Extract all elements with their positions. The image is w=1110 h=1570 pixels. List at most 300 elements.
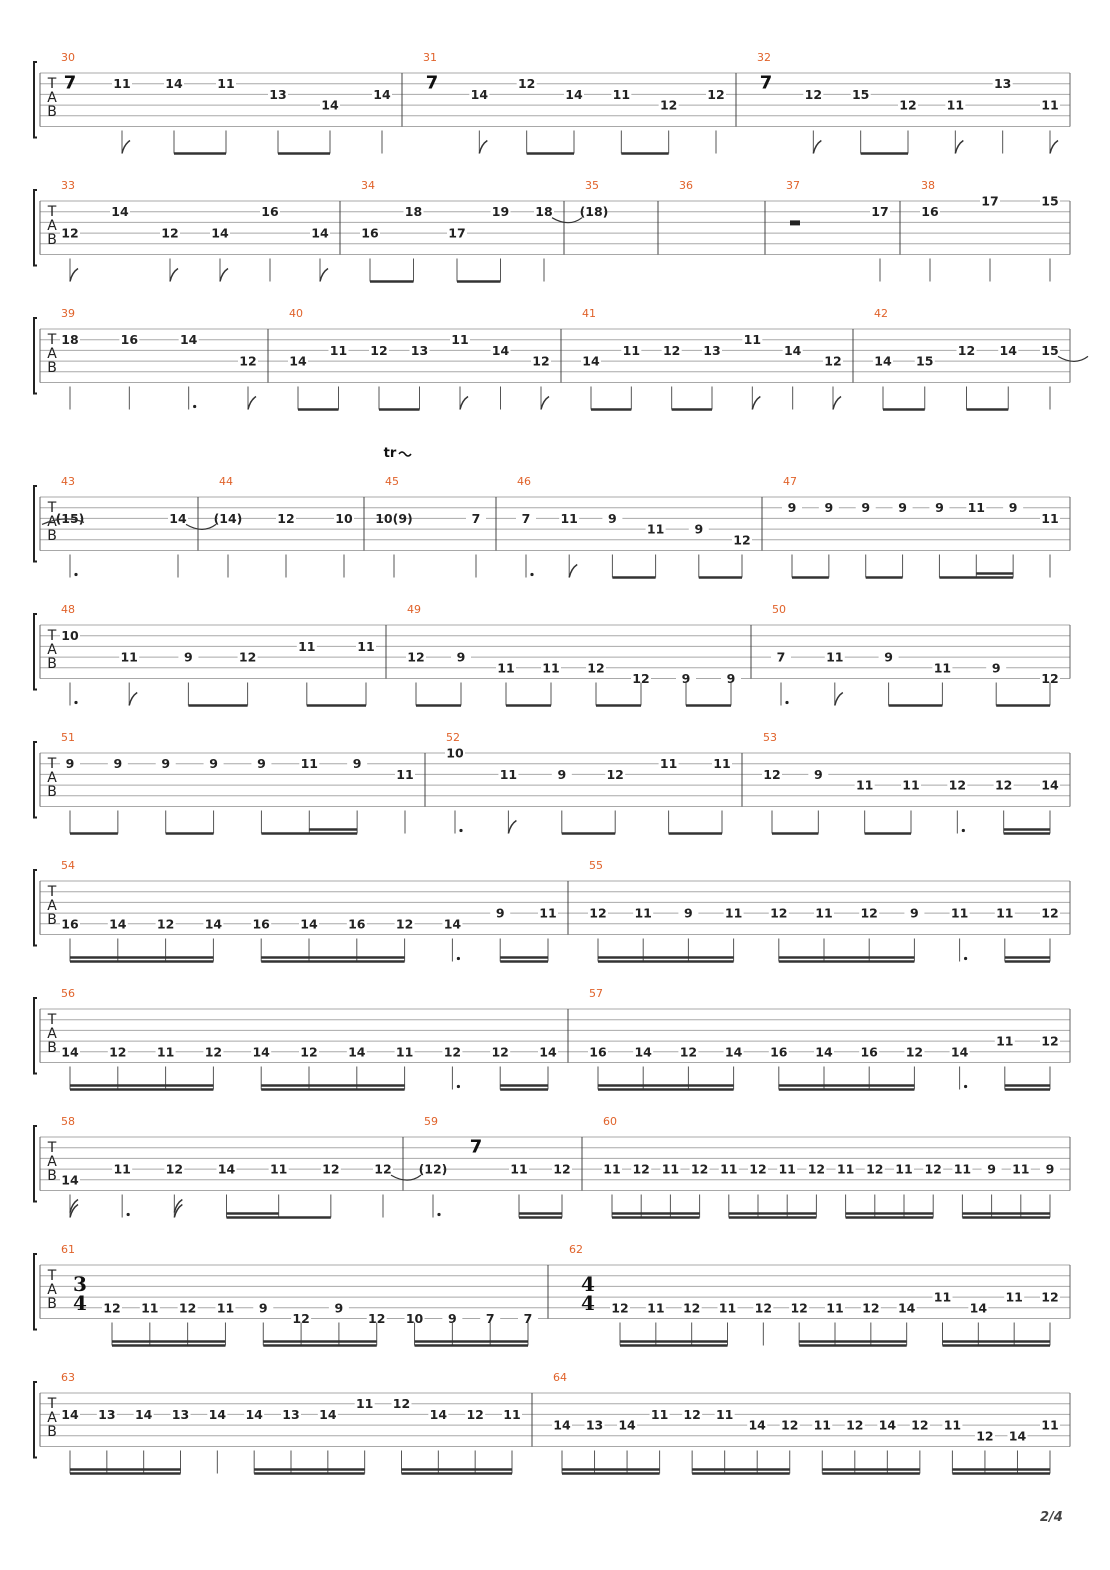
fret-number: 11 <box>300 756 318 772</box>
measure-number: 39 <box>61 307 75 320</box>
note-flag <box>129 693 137 706</box>
tab-clef-letter: B <box>47 1040 57 1056</box>
fret-number: 11 <box>539 905 557 921</box>
fret-number: 11 <box>622 342 641 358</box>
fret-number: 17 <box>448 225 466 241</box>
tab-clef-letter: T <box>47 628 57 644</box>
fret-number: 12 <box>292 1311 310 1326</box>
fret-number: 13 <box>171 1406 190 1422</box>
fret-number: 14 <box>491 342 510 358</box>
fret-number: 14 <box>783 342 802 358</box>
tab-clef-letter: A <box>47 346 57 362</box>
trill-wave <box>399 452 411 456</box>
fret-number: 18 <box>535 204 553 220</box>
fret-number: 14 <box>878 1417 897 1433</box>
fret-number: 11 <box>826 649 844 665</box>
fret-number: 14 <box>321 97 339 113</box>
note-flag <box>835 693 843 706</box>
fret-number: 12 <box>238 649 257 665</box>
fret-number: 12 <box>156 916 175 932</box>
measure-number: 34 <box>361 179 375 192</box>
fret-number: (12) <box>418 1161 448 1177</box>
fret-number: 12 <box>994 777 1013 793</box>
fret-number: 12 <box>846 1417 864 1433</box>
fret-number: 11 <box>612 86 631 102</box>
tab-clef-letter: A <box>47 1154 57 1170</box>
tab-clef-letter: A <box>47 1410 57 1426</box>
fret-number: 14 <box>252 1044 270 1060</box>
tab-clef-letter: A <box>47 770 57 786</box>
fret-number: 14 <box>950 1044 969 1060</box>
tab-clef-letter: B <box>47 1296 57 1312</box>
measure-number: 35 <box>585 179 599 192</box>
fret-number: 12 <box>905 1044 924 1060</box>
fret-number: 12 <box>632 1161 650 1177</box>
fret-number: 12 <box>587 660 605 676</box>
fret-number: 9 <box>209 756 218 772</box>
fret-number: 9 <box>681 671 691 686</box>
fret-number: 16 <box>252 916 270 932</box>
measure-number: 41 <box>582 307 596 320</box>
fret-number: 11 <box>216 1300 235 1316</box>
tab-clef-letter: T <box>47 884 57 900</box>
tab-clef-letter: B <box>47 528 57 544</box>
fret-number: 11 <box>542 660 560 676</box>
tab-clef-letter: T <box>47 76 57 92</box>
fret-number: 9 <box>898 500 907 516</box>
fret-number: 14 <box>134 1406 153 1422</box>
tab-clef-letter: T <box>47 1396 57 1412</box>
fret-number: 12 <box>790 1300 808 1316</box>
fret-number: 7 <box>485 1311 495 1326</box>
fret-number: 11 <box>1012 1161 1030 1177</box>
fret-number: 11 <box>357 638 375 654</box>
tab-clef-letter: T <box>47 332 57 348</box>
fret-number: 13 <box>282 1406 300 1422</box>
fret-number: 11 <box>156 1044 175 1060</box>
tab-clef-letter: B <box>47 1424 57 1440</box>
fret-number: 16 <box>589 1044 607 1060</box>
fret-number: 12 <box>204 1044 223 1060</box>
fret-number: 11 <box>1041 97 1059 113</box>
fret-number: 18 <box>61 332 79 348</box>
dot <box>437 1213 440 1216</box>
fret-number: 14 <box>565 86 583 102</box>
tab-clef-letter: B <box>47 1168 57 1184</box>
fret-number: 11 <box>503 1406 521 1422</box>
fret-number: 11 <box>943 1417 962 1433</box>
measure-number: 42 <box>874 307 888 320</box>
fret-number: 7 <box>776 649 786 665</box>
fret-number: 11 <box>996 905 1014 921</box>
fret-number: 14 <box>204 916 223 932</box>
note-flag <box>508 821 516 834</box>
measure-number: 57 <box>589 987 603 1000</box>
page-number: 2/4 <box>1040 1510 1063 1525</box>
fret-number: 12 <box>763 766 781 782</box>
fret-number: 12 <box>161 225 179 241</box>
measure-number: 63 <box>61 1371 75 1384</box>
fret-number: 12 <box>61 225 79 241</box>
fret-number: 11 <box>715 1406 734 1422</box>
fret-number: 13 <box>993 76 1012 92</box>
fret-number: 11 <box>497 660 515 676</box>
measure-number: 52 <box>446 731 460 744</box>
fret-number: 15 <box>916 353 934 369</box>
tab-clef-letter: T <box>47 500 57 516</box>
tab-clef-letter: A <box>47 642 57 658</box>
fret-number: 12 <box>804 86 823 102</box>
note-flag <box>813 141 821 154</box>
fret-number: 9 <box>258 1300 268 1316</box>
fret-number: 12 <box>395 916 414 932</box>
tab-clef-letter: B <box>47 232 57 248</box>
fret-number: (15) <box>55 510 85 526</box>
fret-number: 7 <box>521 510 531 526</box>
fret-number: 10(9) <box>375 510 413 526</box>
fret-number: 12 <box>683 1406 701 1422</box>
note-flag <box>70 1205 78 1218</box>
fret-number: 9 <box>161 756 171 772</box>
fret-number: 15 <box>1041 342 1059 358</box>
fret-number: 12 <box>1041 1289 1059 1305</box>
fret-number: 9 <box>495 905 505 921</box>
note-flag <box>122 141 130 154</box>
fret-number: 11 <box>718 1300 737 1316</box>
fret-number: 11 <box>113 1161 131 1177</box>
fret-number: 11 <box>724 905 743 921</box>
fret-number: 18 <box>404 204 423 220</box>
measure-number: 33 <box>61 179 75 192</box>
fret-number: 19 <box>491 204 510 220</box>
fret-number: 14 <box>443 916 462 932</box>
fret-number: 11 <box>933 660 952 676</box>
eighth-rest: 7 <box>759 72 773 94</box>
fret-number: 9 <box>184 649 193 665</box>
measure-number: 36 <box>679 179 693 192</box>
fret-number: 12 <box>911 1417 929 1433</box>
fret-number: 9 <box>884 649 893 665</box>
fret-number: 14 <box>211 225 229 241</box>
fret-number: 11 <box>1041 1417 1059 1433</box>
fret-number: 14 <box>169 510 187 526</box>
fret-number: 11 <box>355 1396 374 1412</box>
dot <box>457 1085 460 1088</box>
note-flag <box>174 1205 182 1218</box>
fret-number: 12 <box>103 1300 121 1316</box>
dot <box>193 405 196 408</box>
fret-number: 11 <box>946 97 965 113</box>
fret-number: 9 <box>65 756 75 772</box>
tab-clef-letter: B <box>47 656 57 672</box>
fret-number: 12 <box>824 353 842 369</box>
note-flag <box>479 141 487 154</box>
eighth-rest: 7 <box>63 72 77 94</box>
eighth-rest: 7 <box>425 72 439 94</box>
fret-number: 11 <box>646 521 665 537</box>
time-signature-bottom: 4 <box>581 1291 595 1315</box>
measure-number: 47 <box>783 475 797 488</box>
fret-number: 12 <box>374 1161 392 1177</box>
system-bracket <box>34 318 37 394</box>
fret-number: 11 <box>813 1417 831 1433</box>
fret-number: 14 <box>300 916 318 932</box>
fret-number: 9 <box>991 660 1001 676</box>
tab-clef-letter: B <box>47 360 57 376</box>
fret-number: 9 <box>684 905 693 921</box>
fret-number: 9 <box>1008 500 1018 516</box>
measure-number: 31 <box>423 51 437 64</box>
fret-number: 11 <box>395 1044 414 1060</box>
time-signature-bottom: 4 <box>73 1291 87 1315</box>
fret-number: 17 <box>871 204 889 220</box>
measure-number: 40 <box>289 307 303 320</box>
fret-number: 10 <box>446 745 464 761</box>
system-bracket <box>34 190 37 266</box>
fret-number: 11 <box>298 638 316 654</box>
fret-number: 14 <box>245 1406 263 1422</box>
fret-number: 10 <box>61 628 79 644</box>
fret-number: 12 <box>862 1300 880 1316</box>
note-flag <box>752 397 760 410</box>
time-signature-top: 3 <box>73 1272 87 1296</box>
fret-number: 14 <box>539 1044 557 1060</box>
fret-number: 15 <box>851 86 870 102</box>
note-flag <box>248 397 256 410</box>
fret-number: 12 <box>443 1044 462 1060</box>
fret-number: 12 <box>770 905 788 921</box>
fret-number: 11 <box>661 1161 680 1177</box>
tab-clef-letter: A <box>47 898 57 914</box>
fret-number: 14 <box>618 1417 636 1433</box>
note-flag <box>320 269 328 282</box>
fret-number: 9 <box>113 756 123 772</box>
measure-number: 60 <box>603 1115 617 1128</box>
fret-number: (14) <box>213 510 243 526</box>
measure-number: 32 <box>757 51 771 64</box>
measure-number: 50 <box>772 603 786 616</box>
fret-number: 12 <box>589 905 607 921</box>
fret-number: 13 <box>703 342 721 358</box>
fret-number: 14 <box>61 1044 79 1060</box>
fret-number: 11 <box>743 332 762 348</box>
measure-number: 43 <box>61 475 75 488</box>
fret-number: 12 <box>611 1300 629 1316</box>
fret-number: 13 <box>269 86 287 102</box>
note-flag <box>833 397 841 410</box>
fret-number: 11 <box>329 342 348 358</box>
fret-number: 11 <box>499 766 518 782</box>
fret-number: 12 <box>807 1161 826 1177</box>
fret-number: 14 <box>217 1161 236 1177</box>
fret-number: 15 <box>1041 193 1059 209</box>
trill-marking: tr <box>383 446 397 461</box>
fret-number: 9 <box>813 766 823 782</box>
fret-number: 11 <box>967 500 985 516</box>
fret-number: 14 <box>634 1044 652 1060</box>
system-bracket <box>34 742 37 818</box>
fret-number: 12 <box>690 1161 709 1177</box>
fret-number: 12 <box>606 766 624 782</box>
measure-number: 38 <box>921 179 935 192</box>
fret-number: 9 <box>1045 1161 1055 1177</box>
tab-clef-letter: B <box>47 912 57 928</box>
fret-number: 14 <box>208 1406 227 1422</box>
fret-number: 11 <box>1041 510 1059 526</box>
fret-number: 16 <box>770 1044 788 1060</box>
fret-number: 14 <box>373 86 391 102</box>
fret-number: 13 <box>410 342 429 358</box>
fret-number: 12 <box>322 1161 340 1177</box>
fret-number: (18) <box>579 204 609 220</box>
measure-number: 56 <box>61 987 75 1000</box>
fret-number: 14 <box>311 225 329 241</box>
note-flag <box>955 141 963 154</box>
fret-number: 12 <box>662 342 681 358</box>
fret-number: 11 <box>510 1161 528 1177</box>
system-bracket <box>34 998 37 1074</box>
system-bracket <box>34 62 37 138</box>
fret-number: 14 <box>179 332 198 348</box>
fret-number: 12 <box>860 905 878 921</box>
fret-number: 12 <box>957 342 976 358</box>
fret-number: 12 <box>392 1396 411 1412</box>
system-bracket <box>34 870 37 946</box>
fret-number: 12 <box>682 1300 701 1316</box>
dot <box>964 1085 967 1088</box>
fret-number: 11 <box>902 777 920 793</box>
dot <box>964 957 967 960</box>
note-flag <box>1050 141 1058 154</box>
dot <box>530 573 533 576</box>
fret-number: 12 <box>754 1300 773 1316</box>
fret-number: 11 <box>1005 1289 1023 1305</box>
dot <box>74 573 77 576</box>
fret-number: 12 <box>466 1406 484 1422</box>
tab-clef-letter: B <box>47 784 57 800</box>
fret-number: 11 <box>720 1161 738 1177</box>
fret-number: 12 <box>749 1161 767 1177</box>
fret-number: 9 <box>726 671 736 686</box>
fret-number: 14 <box>1008 1428 1027 1444</box>
fret-number: 9 <box>824 500 834 516</box>
dot <box>785 701 788 704</box>
system-bracket <box>34 614 37 690</box>
measure-number: 45 <box>385 475 399 488</box>
fret-number: 14 <box>165 76 183 92</box>
fret-number: 11 <box>996 1033 1014 1049</box>
measure-number: 30 <box>61 51 75 64</box>
fret-number: 9 <box>608 510 617 526</box>
dot <box>457 957 460 960</box>
fret-number: 14 <box>815 1044 833 1060</box>
fret-number: 14 <box>582 353 600 369</box>
fret-number: 12 <box>370 342 388 358</box>
dot <box>127 1213 130 1216</box>
fret-number: 9 <box>987 1161 996 1177</box>
tab-clef-letter: A <box>47 1026 57 1042</box>
measure-number: 55 <box>589 859 603 872</box>
fret-number: 11 <box>659 756 678 772</box>
fret-number: 12 <box>239 353 257 369</box>
fret-number: 9 <box>257 756 266 772</box>
tab-clef-letter: A <box>47 218 57 234</box>
measure-number: 48 <box>61 603 75 616</box>
measure-number: 61 <box>61 1243 75 1256</box>
fret-number: 16 <box>921 204 939 220</box>
system-bracket <box>34 486 37 562</box>
fret-number: 11 <box>895 1161 913 1177</box>
tab-clef-letter: A <box>47 1282 57 1298</box>
time-signature-top: 4 <box>581 1272 595 1296</box>
tab-clef-letter: T <box>47 204 57 220</box>
fret-number: 11 <box>603 1161 621 1177</box>
fret-number: 14 <box>553 1417 571 1433</box>
dot <box>74 701 77 704</box>
fret-number: 12 <box>553 1161 571 1177</box>
fret-number: 9 <box>861 500 871 516</box>
note-flag <box>220 269 228 282</box>
fret-number: 11 <box>953 1161 972 1177</box>
fret-number: 11 <box>451 332 469 348</box>
tab-clef-letter: T <box>47 756 57 772</box>
fret-number: 14 <box>319 1406 337 1422</box>
fret-number: 11 <box>713 756 731 772</box>
fret-number: 12 <box>632 671 650 686</box>
fret-number: 9 <box>694 521 704 537</box>
fret-number: 16 <box>261 204 279 220</box>
measure-number: 51 <box>61 731 75 744</box>
fret-number: 12 <box>976 1428 994 1444</box>
fret-number: 16 <box>348 916 366 932</box>
fret-number: 14 <box>348 1044 366 1060</box>
fret-number: 12 <box>300 1044 318 1060</box>
measure-number: 49 <box>407 603 421 616</box>
fret-number: 12 <box>948 777 967 793</box>
fret-number: 12 <box>491 1044 509 1060</box>
fret-number: 16 <box>361 225 379 241</box>
tab-clef-letter: B <box>47 104 57 120</box>
fret-number: 10 <box>335 510 353 526</box>
fret-number: 11 <box>217 76 235 92</box>
fret-number: 14 <box>724 1044 743 1060</box>
fret-number: 11 <box>778 1161 796 1177</box>
tab-clef-letter: A <box>47 90 57 106</box>
note-flag <box>541 397 549 410</box>
fret-number: 11 <box>269 1161 288 1177</box>
fret-number: 14 <box>748 1417 766 1433</box>
fret-number: 11 <box>141 1300 159 1316</box>
fret-number: 9 <box>334 1300 344 1316</box>
fret-number: 12 <box>866 1161 884 1177</box>
measure-number: 59 <box>424 1115 438 1128</box>
fret-number: 11 <box>855 777 874 793</box>
fret-number: 12 <box>733 532 751 548</box>
fret-number: 12 <box>1041 671 1059 686</box>
fret-number: 12 <box>1041 905 1059 921</box>
fret-number: 11 <box>815 905 833 921</box>
note-flag <box>170 269 178 282</box>
fret-number: 11 <box>933 1289 952 1305</box>
tab-clef-letter: T <box>47 1268 57 1284</box>
fret-number: 9 <box>456 649 466 665</box>
fret-number: 16 <box>860 1044 878 1060</box>
dot <box>962 829 965 832</box>
fret-number: 12 <box>368 1311 386 1326</box>
system-bracket <box>34 1126 37 1202</box>
fret-number: 11 <box>650 1406 669 1422</box>
fret-number: 14 <box>897 1300 916 1316</box>
